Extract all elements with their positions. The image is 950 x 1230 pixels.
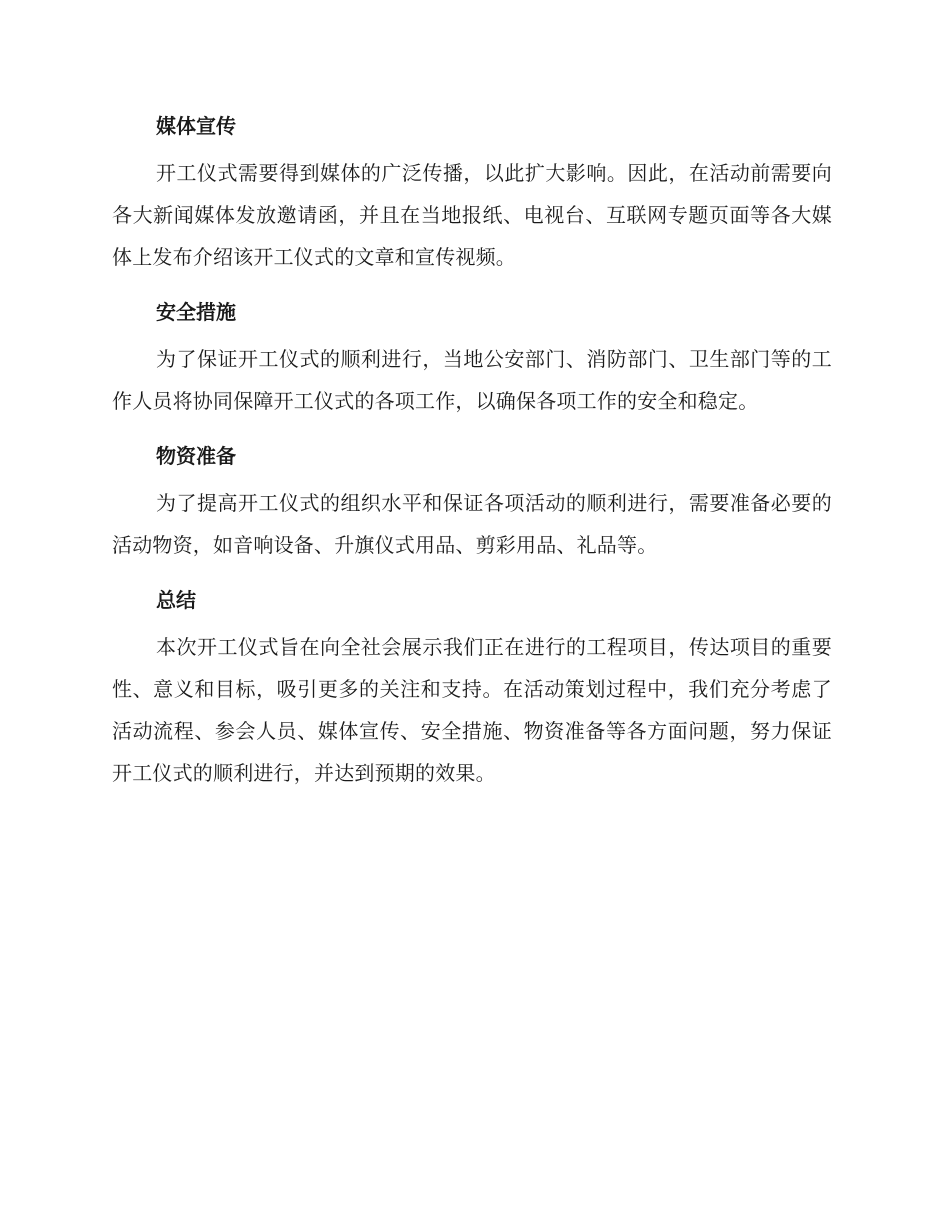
section-material-preparation: [112, 430, 832, 566]
document-page: [112, 100, 832, 802]
section-summary: [112, 574, 832, 794]
section-paragraph: 为了保证开工仪式的顺利进行，当地公安部门、消防部门、卫生部门等的工作人员将协同保障开工仪式的各项工作，以确保各项工作的安全和稳定。: [112, 347, 832, 413]
section-heading: 总结: [156, 588, 196, 612]
section-paragraph: 本次开工仪式旨在向全社会展示我们正在进行的工程项目，传达项目的重要性、意义和目标，吸引更多的关注和支持。在活动策划过程中，我们充分考虑了活动流程、参会人员、媒体宣传、安全措施、物资准备等各方面问题，努力保证开工仪式的顺利进行，并达到预期的效果。: [112, 635, 832, 785]
section-heading: 物资准备: [156, 444, 236, 468]
section-paragraph: 为了提高开工仪式的组织水平和保证各项活动的顺利进行，需要准备必要的活动物资，如音响设备、升旗仪式用品、剪彩用品、礼品等。: [112, 491, 832, 557]
section-heading: 安全措施: [156, 300, 236, 324]
section-media-publicity: [112, 100, 832, 278]
section-heading: 媒体宣传: [156, 114, 236, 138]
section-safety-measures: [112, 286, 832, 422]
section-paragraph: 开工仪式需要得到媒体的广泛传播，以此扩大影响。因此，在活动前需要向各大新闻媒体发放邀请函，并且在当地报纸、电视台、互联网专题页面等各大媒体上发布介绍该开工仪式的文章和宣传视频。: [112, 161, 832, 269]
